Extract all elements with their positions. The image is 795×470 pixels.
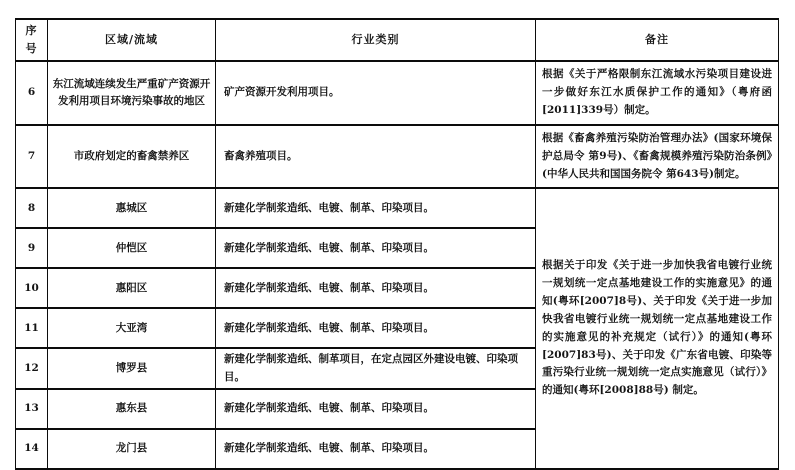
row-industry: 新建化学制浆造纸、制革项目，在定点园区外建设电镀、印染项目。 — [216, 348, 536, 389]
row-no: 8 — [16, 188, 48, 228]
row-region: 博罗县 — [48, 348, 216, 389]
header-row — [16, 19, 779, 61]
row-region: 市政府划定的畜禽禁养区 — [48, 125, 216, 189]
table-row — [16, 61, 779, 125]
row-industry: 新建化学制浆造纸、电镀、制革、印染项目。 — [216, 389, 536, 429]
col-header-remark: 备注 — [536, 19, 779, 61]
restricted-industries-table — [15, 18, 779, 470]
row-industry: 新建化学制浆造纸、电镀、制革、印染项目。 — [216, 188, 536, 228]
row-no: 7 — [16, 125, 48, 189]
row-region: 东江流域连续发生严重矿产资源开发利用项目环境污染事故的地区 — [48, 61, 216, 125]
table-row — [16, 125, 779, 189]
row-no: 6 — [16, 61, 48, 125]
row-remark: 根据《畜禽养殖污染防治管理办法》(国家环境保护总局令 第9号)、《畜禽规模养殖污染防治条例》(中华人民共和国国务院令 第643号)制定。 — [536, 125, 779, 189]
row-region: 惠阳区 — [48, 268, 216, 308]
row-industry: 新建化学制浆造纸、电镀、制革、印染项目。 — [216, 308, 536, 348]
row-no: 12 — [16, 348, 48, 389]
row-industry: 畜禽养殖项目。 — [216, 125, 536, 189]
table-row — [16, 188, 779, 228]
row-no: 13 — [16, 389, 48, 429]
col-header-region: 区域/流域 — [48, 19, 216, 61]
row-industry: 新建化学制浆造纸、电镀、制革、印染项目。 — [216, 268, 536, 308]
row-region: 惠东县 — [48, 389, 216, 429]
row-industry: 新建化学制浆造纸、电镀、制革、印染项目。 — [216, 429, 536, 469]
row-region: 仲恺区 — [48, 228, 216, 268]
row-region: 惠城区 — [48, 188, 216, 228]
row-remark: 根据《关于严格限制东江流域水污染项目建设进一步做好东江水质保护工作的通知》（粤府函[2011]339号）制定。 — [536, 61, 779, 125]
row-region: 龙门县 — [48, 429, 216, 469]
row-no: 9 — [16, 228, 48, 268]
row-industry: 新建化学制浆造纸、电镀、制革、印染项目。 — [216, 228, 536, 268]
col-header-no: 序号 — [16, 19, 48, 61]
row-no: 10 — [16, 268, 48, 308]
merged-remark-cell: 根据关于印发《关于进一步加快我省电镀行业统一规划统一定点基地建设工作的实施意见》的通知(粤环[2007]8号)、关于印发《关于进一步加快我省电镀行业统一规划统一定点基地建设工作的实施意见的补充规定（试行）》的通知(粤环[2007]83号)、关于印发《广东省电镀、印染等重污染行业统一规划统一定点实施意见（试行）》的通知(粤环[2008]88号) 制定。 — [536, 188, 779, 469]
row-no: 14 — [16, 429, 48, 469]
row-no: 11 — [16, 308, 48, 348]
row-industry: 矿产资源开发利用项目。 — [216, 61, 536, 125]
col-header-industry: 行业类别 — [216, 19, 536, 61]
row-region: 大亚湾 — [48, 308, 216, 348]
